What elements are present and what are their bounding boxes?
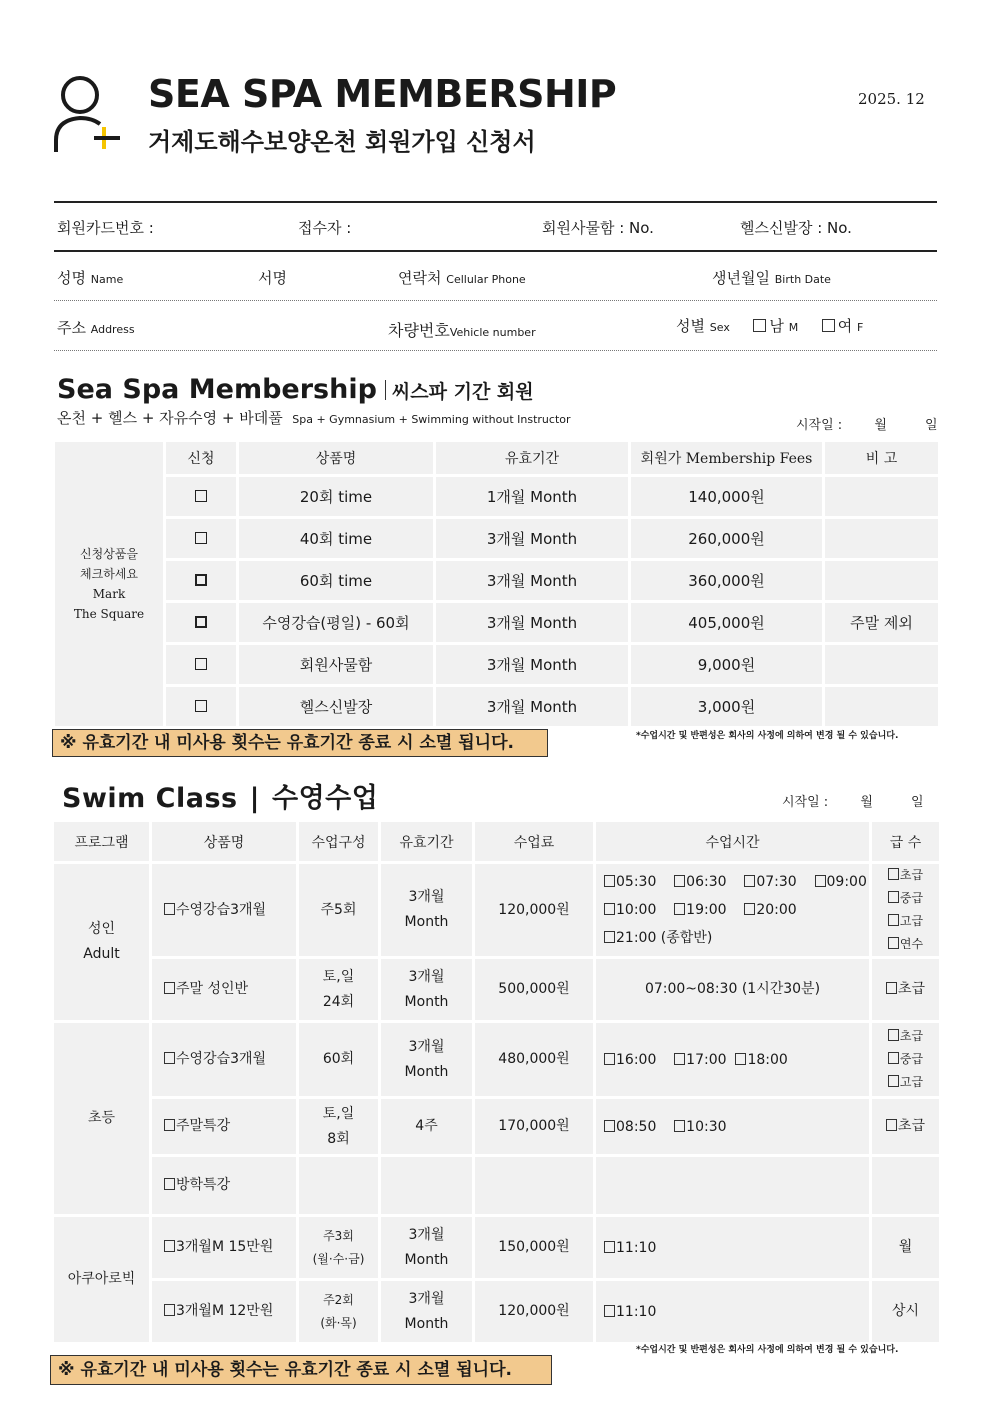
swim-class-table <box>51 819 942 1345</box>
signature-field[interactable]: 서명 <box>258 269 287 287</box>
membership-section-title: Sea Spa Membership 씨스파 기간 회원 <box>57 374 534 405</box>
checkbox[interactable] <box>164 903 175 915</box>
expiry-notice: ※ 유효기간 내 미사용 횟수는 유효기간 종료 시 소멸 됩니다. <box>52 729 548 757</box>
table-row <box>53 1156 941 1216</box>
program-adult: 성인 Adult <box>53 863 151 1022</box>
column-header: 상품명 <box>151 821 298 863</box>
select-checkbox[interactable] <box>195 658 207 670</box>
card-number-field[interactable]: 회원카드번호 : <box>57 219 154 237</box>
name-field[interactable]: 성명 Name <box>57 269 124 287</box>
table-row: 아쿠아로빅 3개월M 15만원 주3회 (월·수·금) 3개월 Month 150,000원 11:10 월 <box>53 1216 941 1280</box>
female-checkbox[interactable] <box>822 319 835 332</box>
column-header: 프로그램 <box>53 821 151 863</box>
program-elementary: 초등 <box>53 1022 151 1216</box>
table-row: 수영강습(평일) - 60회 3개월 Month 405,000원 주말 제외 <box>54 602 940 644</box>
divider <box>54 250 937 252</box>
sex-field: 성별 Sex 남 M 여 F <box>676 317 864 335</box>
product-option[interactable]: 3개월M 15만원 <box>151 1216 298 1280</box>
membership-table <box>52 439 941 729</box>
fine-print: *수업시간 및 반편성은 회사의 사정에 의하여 변경 될 수 있습니다. <box>636 1345 899 1355</box>
column-header: 비 고 <box>824 441 940 476</box>
table-row: 회원사물함 3개월 Month 9,000원 <box>54 644 940 686</box>
class-times: 05:30 06:30 07:30 09:00 10:00 19:00 20:00 21:00 (종합반) <box>595 863 871 958</box>
divider <box>54 350 937 351</box>
product-option[interactable]: 주말특강 <box>151 1098 298 1156</box>
column-header: 수업구성 <box>298 821 380 863</box>
select-checkbox[interactable] <box>195 490 207 502</box>
select-checkbox[interactable] <box>195 700 207 712</box>
swim-start-date[interactable]: 시작일 : 월 일 <box>782 795 924 810</box>
level-options: 초급 중급 고급 연수 <box>871 863 941 958</box>
table-row: 헬스신발장 3개월 Month 3,000원 <box>54 686 940 728</box>
table-row: 40회 time 3개월 Month 260,000원 <box>54 518 940 560</box>
column-header: 수업시간 <box>595 821 871 863</box>
table-row: 20회 time 1개월 Month 140,000원 <box>54 476 940 518</box>
divider <box>54 300 937 301</box>
form-date: 2025. 12 <box>858 90 925 108</box>
page-title: SEA SPA MEMBERSHIP <box>148 72 617 116</box>
product-option[interactable]: 수영강습3개월 <box>151 863 298 958</box>
select-checkbox[interactable] <box>195 574 207 586</box>
table-row: 주말 성인반 토,일 24회 3개월 Month 500,000원 07:00~08:30 (1시간30분) 초급 <box>53 958 941 1022</box>
address-field[interactable]: 주소 Address <box>57 319 135 337</box>
column-header: 회원가 Membership Fees <box>630 441 824 476</box>
expiry-notice: ※ 유효기간 내 미사용 횟수는 유효기간 종료 시 소멸 됩니다. <box>50 1355 552 1385</box>
page-subtitle: 거제도해수보양온천 회원가입 신청서 <box>148 128 536 156</box>
fine-print: *수업시간 및 반편성은 회사의 사정에 의하여 변경 될 수 있습니다. <box>636 731 899 741</box>
membership-start-date[interactable]: 시작일 : 월 일 <box>796 418 938 433</box>
program-aqua: 아쿠아로빅 <box>53 1216 151 1344</box>
locker-field[interactable]: 회원사물함 : No. <box>542 219 654 237</box>
phone-field[interactable]: 연락처 Cellular Phone <box>398 269 526 287</box>
product-option[interactable]: 주말 성인반 <box>151 958 298 1022</box>
person-add-icon <box>52 74 124 154</box>
column-header: 수업료 <box>474 821 595 863</box>
table-row: 성인 Adult 수영강습3개월 주5회 3개월 Month 120,000원 05:30 06:30 07:30 09:00 10:00 19:00 20:00 21:00 (종합반) 초급 중급 고급 연수 <box>53 863 941 958</box>
product-option[interactable]: 방학특강 <box>151 1156 298 1216</box>
male-checkbox[interactable] <box>753 319 766 332</box>
column-header: 유효기간 <box>380 821 474 863</box>
select-checkbox[interactable] <box>195 532 207 544</box>
table-row: 60회 time 3개월 Month 360,000원 <box>54 560 940 602</box>
swim-section-title: Swim Class | 수영수업 <box>62 783 379 814</box>
table-row: 주말특강 토,일 8회 4주 170,000원 08:50 10:30 초급 <box>53 1098 941 1156</box>
column-header: 상품명 <box>238 441 435 476</box>
mark-instruction: 신청상품을 체크하세요 Mark The Square <box>54 441 165 728</box>
product-option[interactable]: 3개월M 12만원 <box>151 1280 298 1344</box>
table-row: 3개월M 12만원 주2회 (화·목) 3개월 Month 120,000원 11:10 상시 <box>53 1280 941 1344</box>
column-header: 신청 <box>165 441 238 476</box>
select-checkbox[interactable] <box>195 616 207 628</box>
column-header: 유효기간 <box>435 441 630 476</box>
product-option[interactable]: 수영강습3개월 <box>151 1022 298 1098</box>
column-header: 급 수 <box>871 821 941 863</box>
divider <box>54 201 937 203</box>
table-row: 초등 수영강습3개월 60회 3개월 Month 480,000원 16:00 17:00 18:00 초급 중급 고급 <box>53 1022 941 1098</box>
receiver-field[interactable]: 접수자 : <box>298 219 352 237</box>
birth-date-field[interactable]: 생년월일 Birth Date <box>712 269 831 287</box>
vehicle-number-field[interactable]: 차량번호Vehicle number <box>388 321 536 340</box>
shoe-locker-field[interactable]: 헬스신발장 : No. <box>740 219 852 237</box>
membership-section-subtitle: 온천 + 헬스 + 자유수영 + 바데풀 Spa + Gymnasium + Swimming without Instructor <box>57 409 571 427</box>
